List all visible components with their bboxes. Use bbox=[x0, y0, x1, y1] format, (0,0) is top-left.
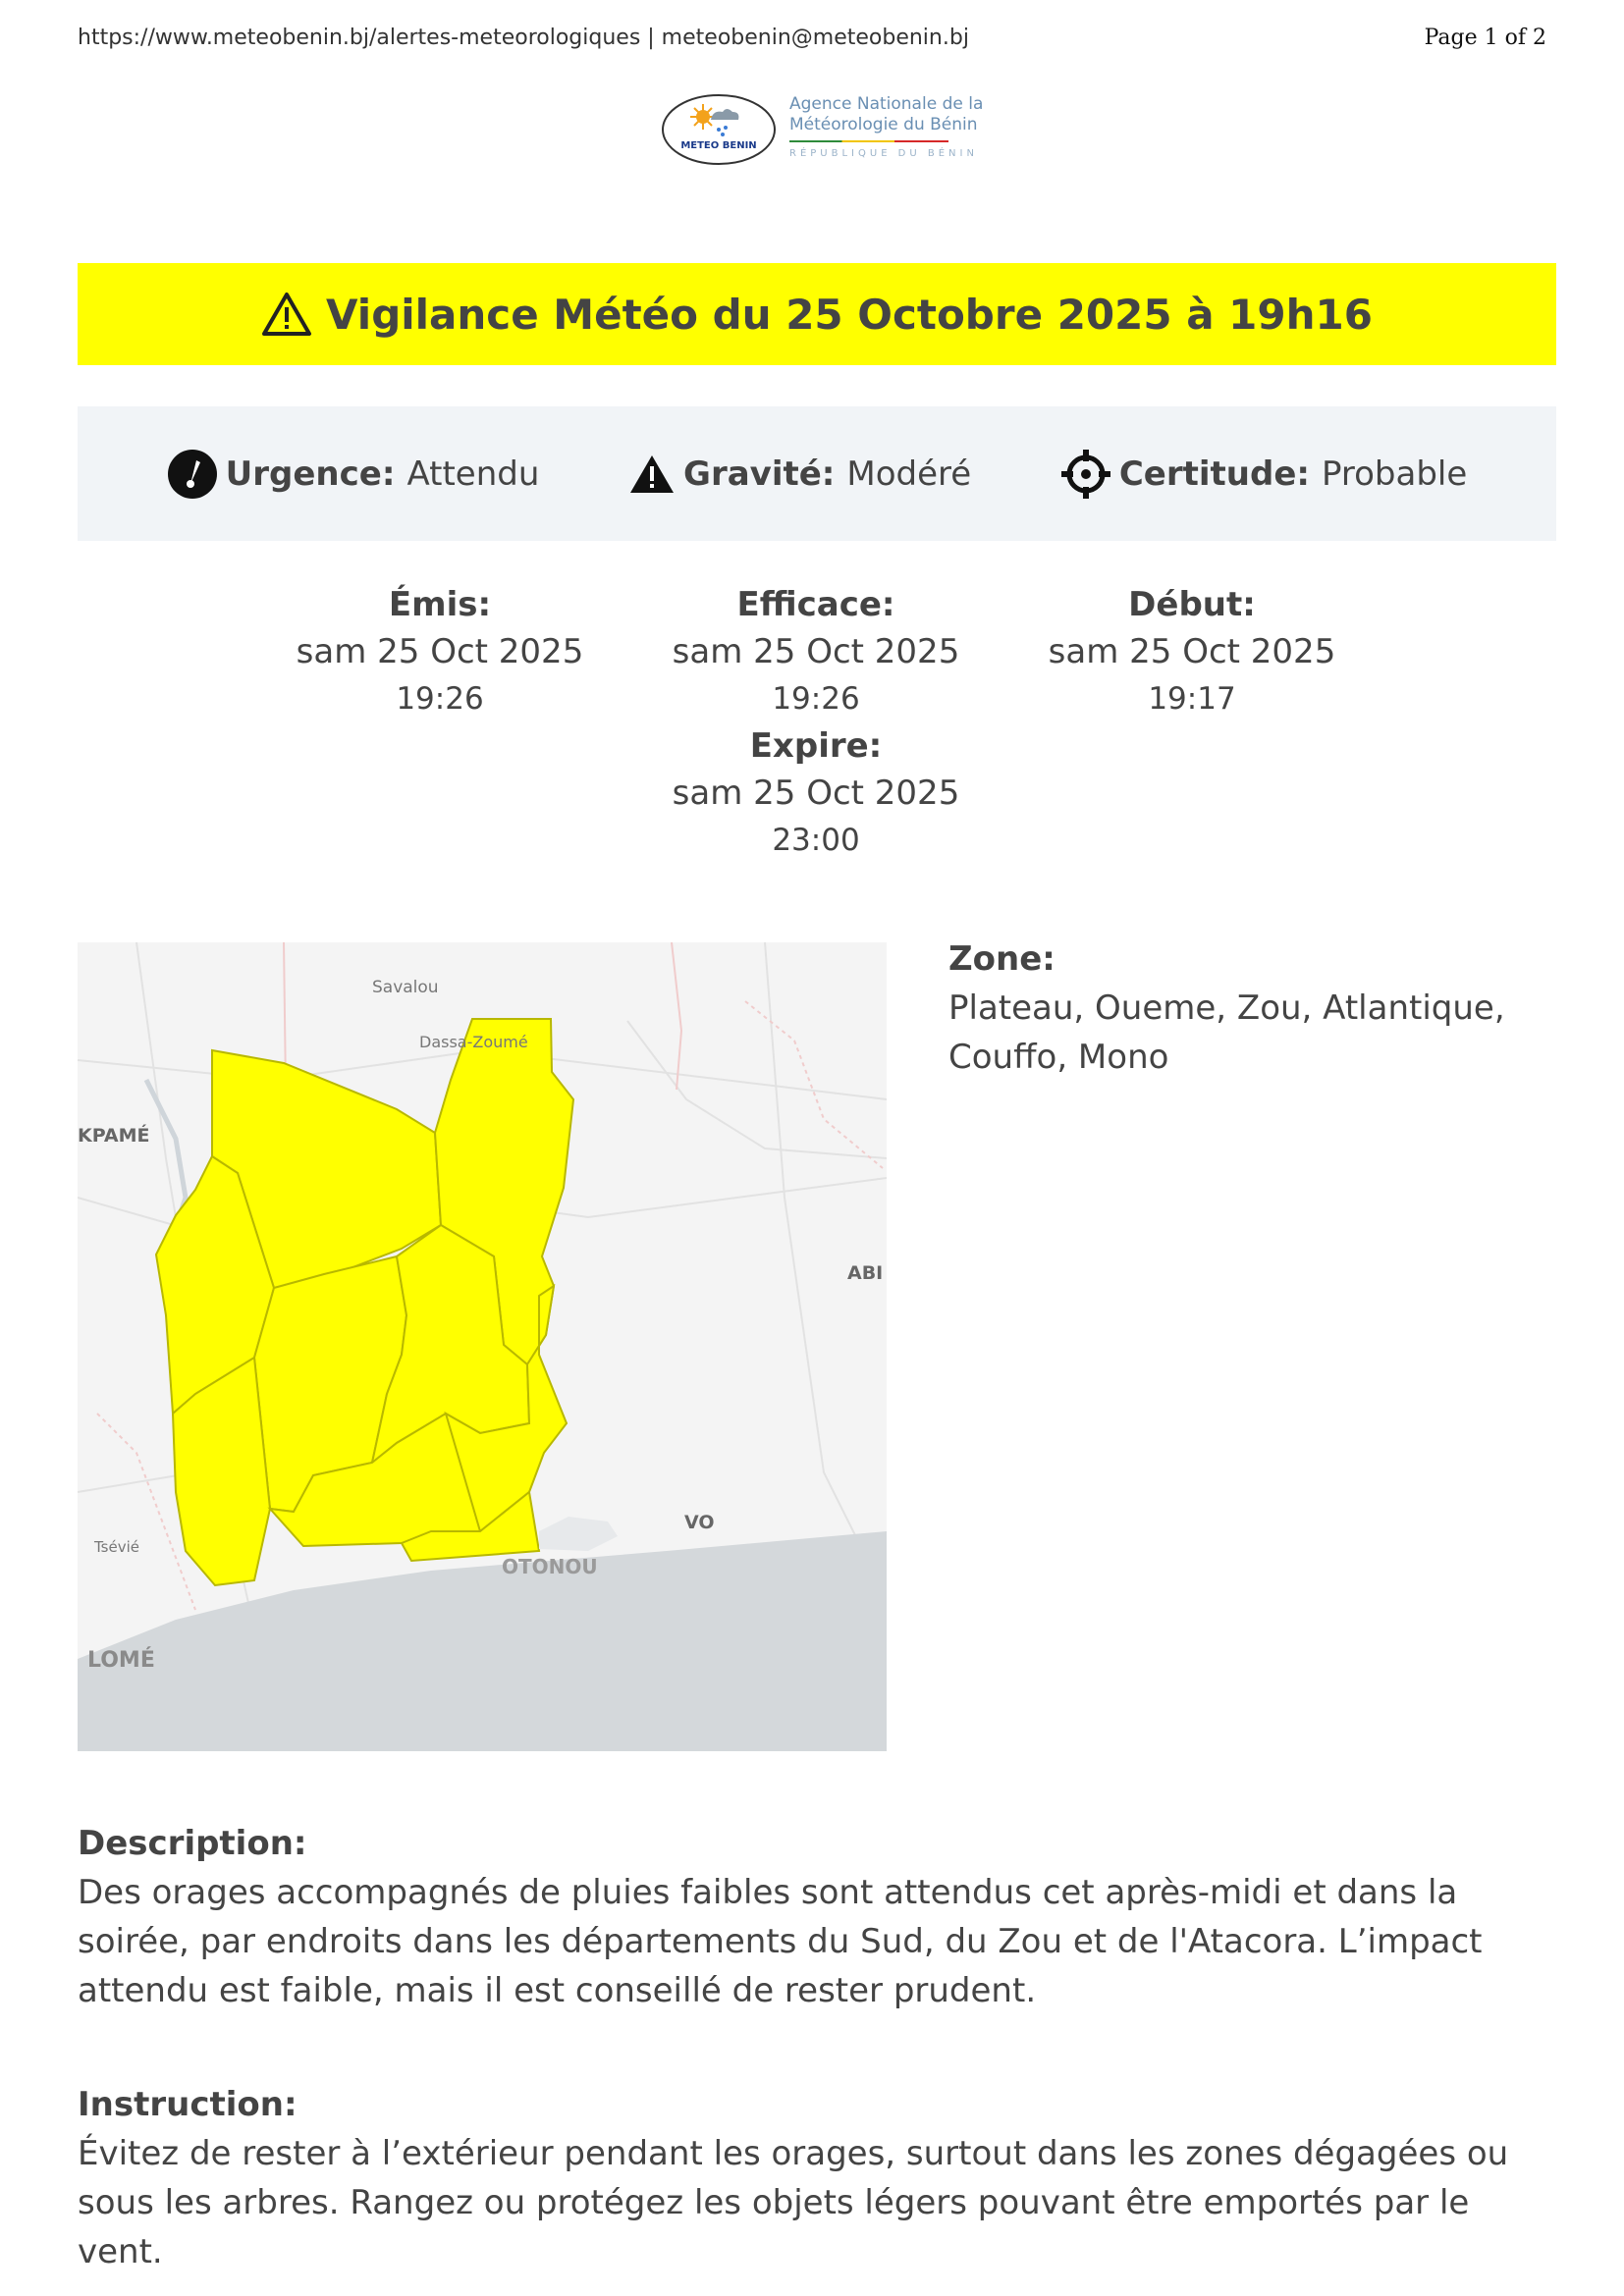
agency-logo bbox=[660, 90, 984, 169]
effective-time: 19:26 bbox=[772, 681, 860, 717]
warning-triangle-icon bbox=[261, 292, 312, 337]
zone-label: Zone: bbox=[948, 939, 1056, 979]
urgency-value: Attendu bbox=[406, 454, 540, 494]
alert-meta-box bbox=[78, 406, 1556, 541]
effective-block bbox=[669, 581, 963, 864]
vigilance-banner bbox=[78, 263, 1556, 365]
severity-item bbox=[628, 454, 971, 495]
expires-label: Expire: bbox=[749, 726, 883, 766]
emitted-time: 19:26 bbox=[396, 681, 484, 717]
source-url[interactable]: https://www.meteobenin.bj/alertes-meteorologiques bbox=[78, 26, 641, 50]
description-label: Description: bbox=[78, 1824, 307, 1863]
effective-label: Efficace: bbox=[736, 585, 895, 624]
urgency-label: Urgence: bbox=[225, 454, 396, 494]
emitted-label: Émis: bbox=[388, 585, 492, 624]
clock-icon bbox=[167, 449, 218, 500]
instruction-section bbox=[78, 2080, 1556, 2276]
contact-email[interactable]: | meteobenin@meteobenin.bj bbox=[647, 26, 969, 50]
instruction-text: Évitez de rester à l’extérieur pendant les orages, surtout dans les zones dégagées ou sous les arbres. Rangez ou protégez les objets légers pouvant être emportés par le vent. bbox=[78, 2134, 1509, 2271]
map-label-lome: LOMÉ bbox=[87, 1648, 155, 1673]
logo-badge-text: METEO BENIN bbox=[680, 140, 757, 151]
warning-icon bbox=[628, 454, 676, 495]
crosshair-icon bbox=[1060, 449, 1111, 500]
start-date: sam 25 Oct 2025 bbox=[1048, 632, 1336, 671]
emitted-block bbox=[293, 581, 587, 722]
map-label-abi: ABI bbox=[847, 1262, 884, 1284]
urgency-item bbox=[167, 449, 540, 500]
description-text: Des orages accompagnés de pluies faibles sont attendus cet après-midi et dans la soirée, par endroits dans les départements du Sud, du Zou et de l'Atacora. L’impact attendu est faible, mais il est conseillé de rester prudent. bbox=[78, 1873, 1483, 2010]
start-label: Début: bbox=[1128, 585, 1256, 624]
description-section bbox=[78, 1819, 1556, 2015]
alert-zone-map[interactable] bbox=[78, 942, 887, 1751]
map-label-vo: VO bbox=[684, 1512, 715, 1533]
certainty-label: Certitude: bbox=[1118, 454, 1310, 494]
meteo-benin-emblem bbox=[660, 90, 782, 169]
emitted-date: sam 25 Oct 2025 bbox=[296, 632, 584, 671]
logo-agency-line1: Agence Nationale de la bbox=[789, 94, 984, 114]
map-label-tsevie: Tsévié bbox=[94, 1538, 139, 1556]
severity-label: Gravité: bbox=[683, 454, 836, 494]
expires-date: sam 25 Oct 2025 bbox=[672, 774, 960, 813]
expires-time: 23:00 bbox=[772, 823, 860, 858]
logo-agency-line2: Météorologie du Bénin bbox=[789, 115, 978, 134]
effective-date: sam 25 Oct 2025 bbox=[672, 632, 960, 671]
zone-section bbox=[948, 934, 1557, 1082]
certainty-value: Probable bbox=[1321, 454, 1468, 494]
severity-value: Modéré bbox=[846, 454, 972, 494]
start-time: 19:17 bbox=[1148, 681, 1236, 717]
banner-title: Vigilance Météo du 25 Octobre 2025 à 19h16 bbox=[326, 290, 1373, 339]
logo-republic-line: RÉPUBLIQUE DU BÉNIN bbox=[789, 148, 978, 159]
logo-flag-rule bbox=[789, 140, 948, 142]
zone-value: Plateau, Oueme, Zou, Atlantique, Couffo, Mono bbox=[948, 988, 1505, 1077]
start-block bbox=[1045, 581, 1339, 722]
map-label-cotonou: OTONOU bbox=[502, 1555, 598, 1578]
page-number: Page 1 of 2 bbox=[1424, 26, 1546, 50]
map-label-dassa-zoume: Dassa-Zoumé bbox=[419, 1033, 528, 1051]
instruction-label: Instruction: bbox=[78, 2085, 298, 2124]
certainty-item bbox=[1060, 449, 1467, 500]
map-label-savalou: Savalou bbox=[372, 978, 439, 997]
header-url-email bbox=[78, 26, 969, 50]
map-canvas bbox=[78, 942, 887, 1751]
map-label-kpame: KPAMÉ bbox=[78, 1125, 150, 1147]
